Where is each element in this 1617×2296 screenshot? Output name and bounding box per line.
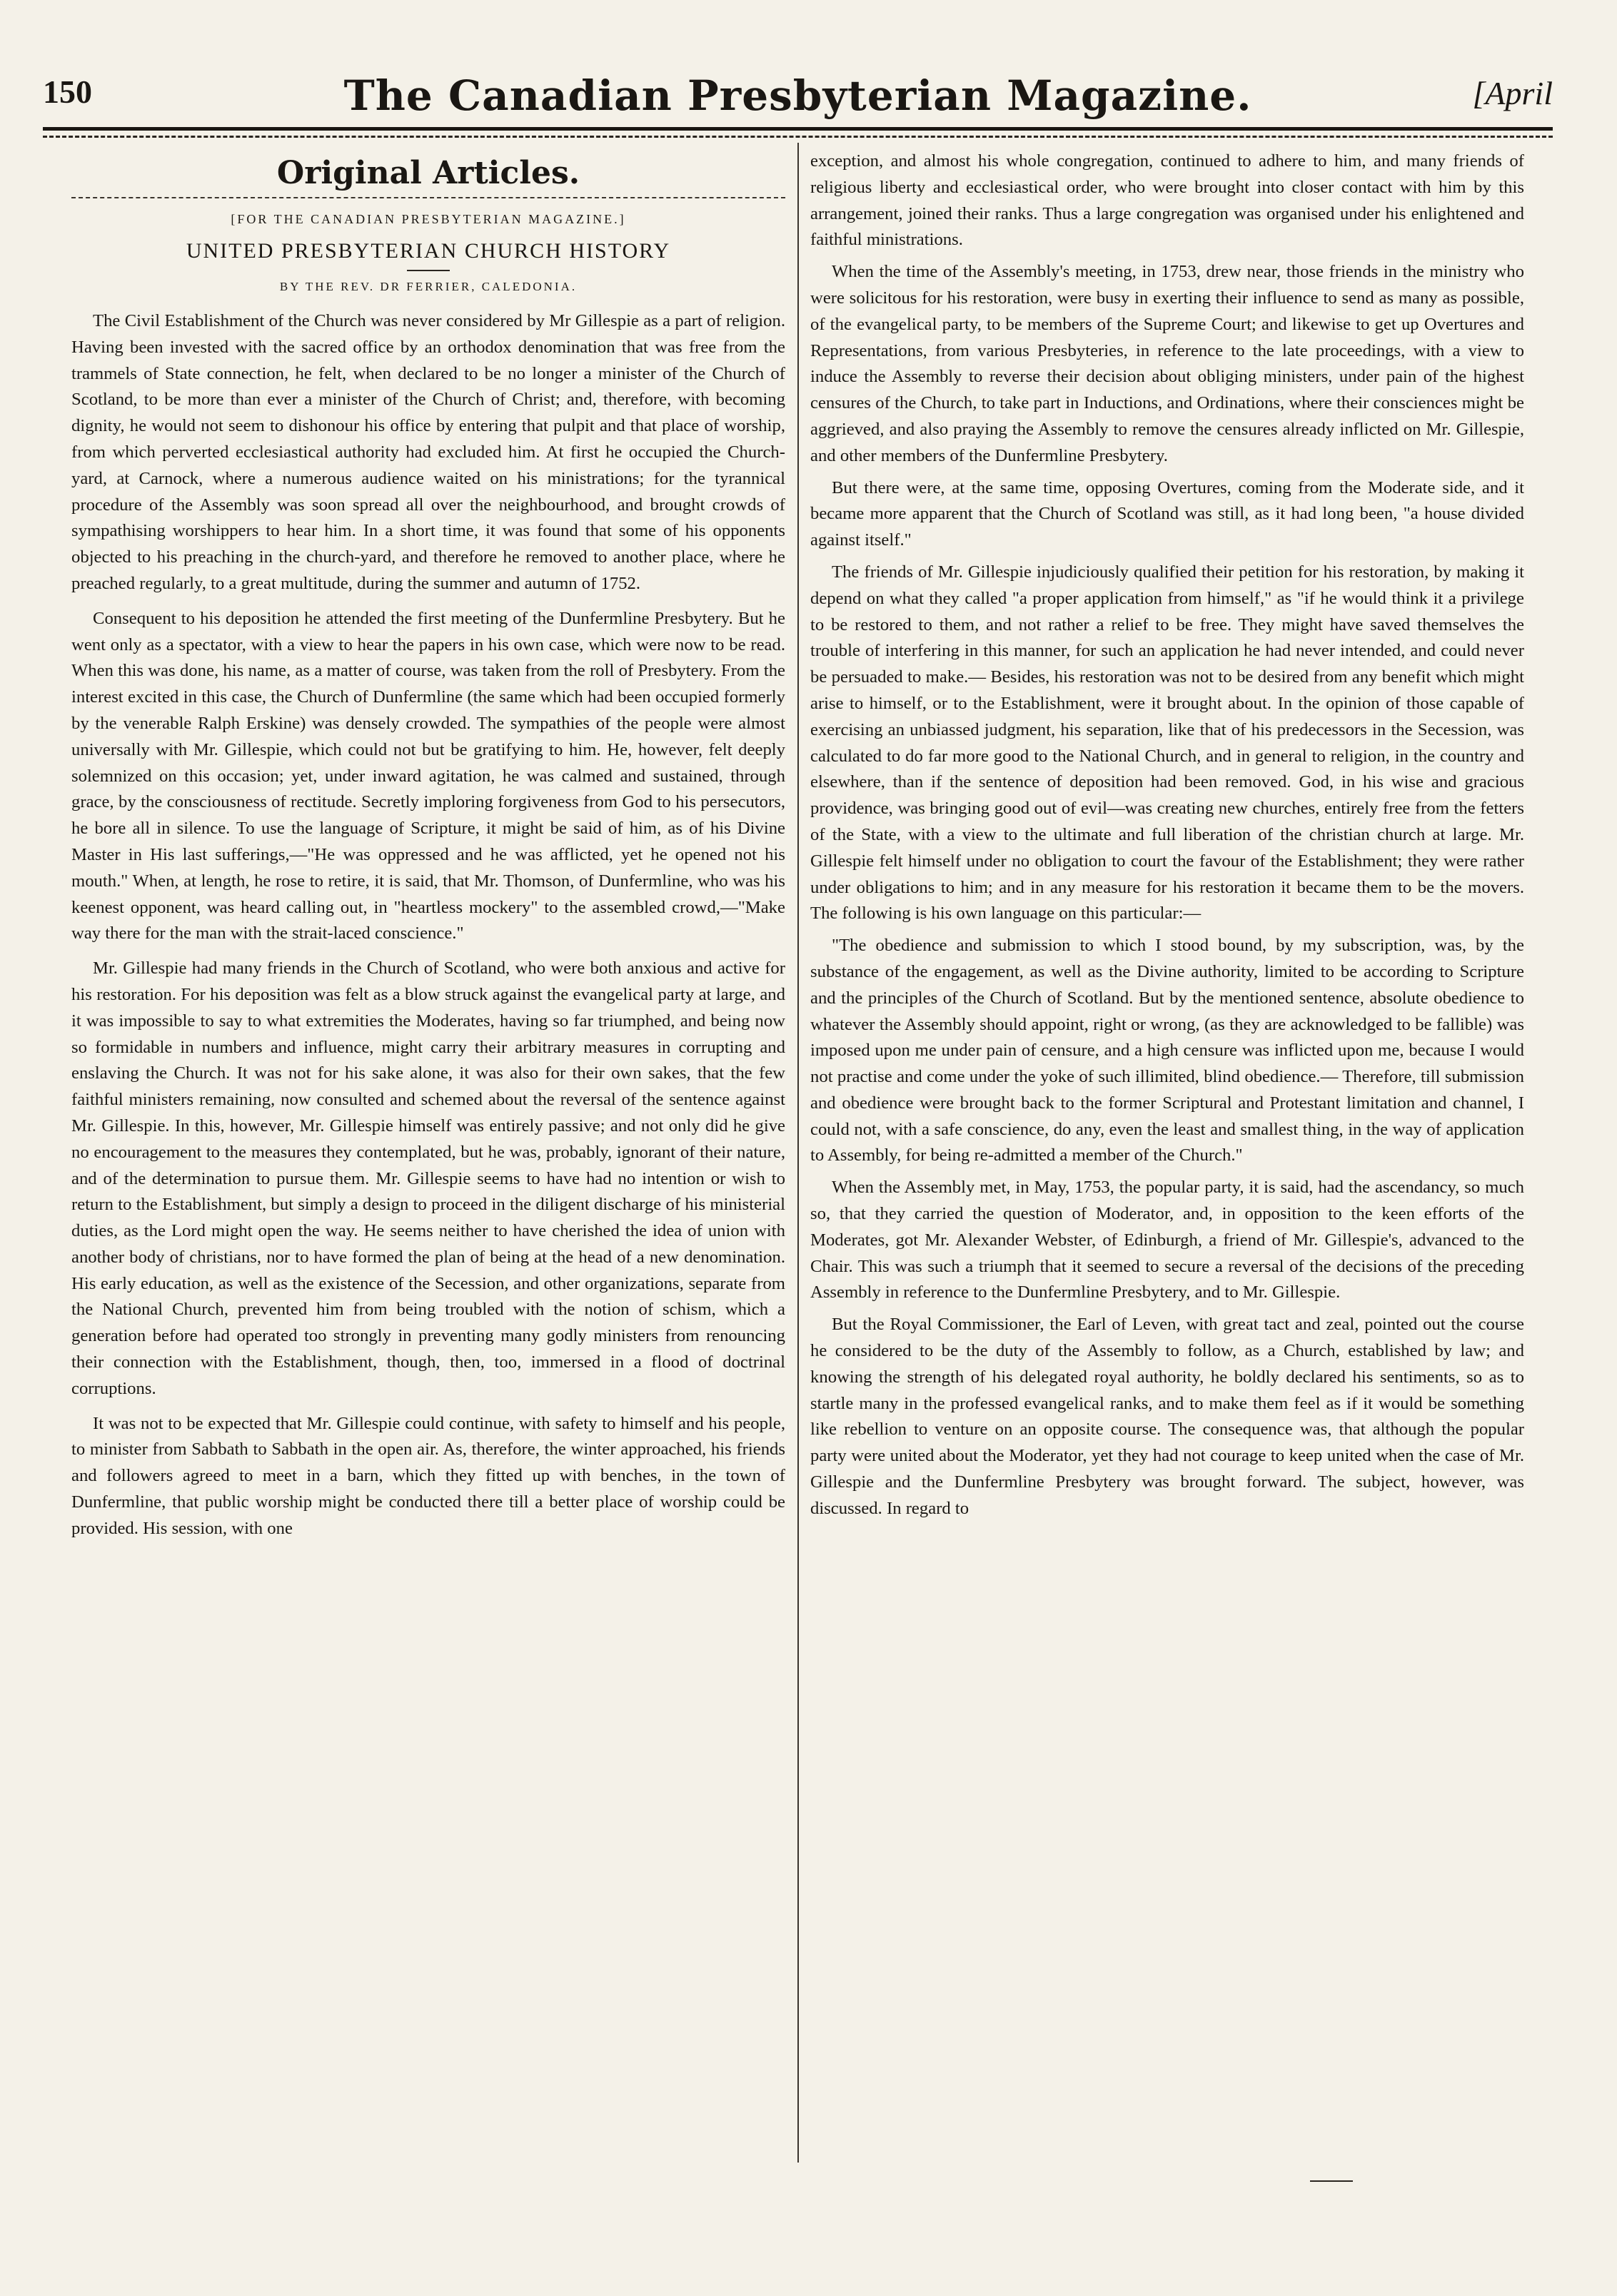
paragraph: But the Royal Commissioner, the Earl of Leven, with great tact and zeal, pointed out the course he considered to be the duty of the Assembly to follow, as a Church, established by law; and knowing the strength of his delegated royal authority, he boldly declared his sentiments, so as to startle many in the professed evangelical ranks, and to make them feel as if it would be something like rebellion to venture on an opposite course. The consequence was, that although the popular party were united about the Moderator, yet they had not courage to keep united when the case of Mr. Gillespie and the Dunfermline Presbytery was brought forward. The subject, however, was discussed. In regard to xyxy=(810,1315,1524,1518)
paragraph: Consequent to his deposition he attended the first meeting of the Dunfermline Presbytery. But he went only as a spectator, with a view to hear the papers in his own case, which were now to be read. When this was done, his name, as a matter of course, was taken from the roll of Presbytery. From the interest excited in this case, the Church of Dunfermline (the same which had been occupied formerly by the venerable Ralph Erskine) was densely crowded. The sympathies of the people were almost universally with Mr. Gillespie, which could not but be gratifying to him. He, however, felt deeply solemnized on this occasion; yet, under inward agitation, he was calmed and sustained, through grace, by the consciousness of rectitude. Secretly imploring forgiveness from God to his persecutors, he bore all in silence. To use the language of Scripture, it might be said of him, as of his Divine Master in His last sufferings,—"He was oppressed and he was afflicted, yet he opened not his mouth." When, at length, he rose to retire, it is said, that Mr. Thomson, of Dunfermline, who was his keenest opponent, was heard calling out, in "heartless mockery" to the assembled crowd,—"Make way there for the man with the strait-laced conscience." xyxy=(71,608,785,944)
journal-title: The Canadian Presbyterian Magazine. xyxy=(343,71,1252,120)
paragraph: It was not to be expected that Mr. Gillespie could continue, with safety to himself and his people, to minister from Sabbath to Sabbath in the open air. As, therefore, the winter approached, his friends and followers agreed to meet in a barn, which they fitted up with benches, in the town of Dunfermline, that public worship might be conducted there till a better place of worship could be provided. His session, with one xyxy=(71,1413,785,1538)
footer-rule xyxy=(1310,2180,1353,2182)
paragraph: When the Assembly met, in May, 1753, the popular party, it is said, had the ascendancy, so much so, that they carried the question of Moderator, and, in opposition to the keen efforts of the Moderates, got Mr. Alexander Webster, of Edinburgh, a friend of Mr. Gillespie's, advanced to the Chair. This was such a triumph that it seemed to secure a reversal of the decisions of the preceding Assembly in reference to the Dunfermline Presbytery, and to Mr. Gillespie. xyxy=(810,1178,1524,1303)
issue-month: [April xyxy=(1472,75,1553,111)
right-column xyxy=(810,148,1524,2161)
header-rule xyxy=(43,127,1553,131)
title-rule xyxy=(407,270,450,271)
for-line: [FOR THE CANADIAN PRESBYTERIAN MAGAZINE.] xyxy=(231,212,626,226)
paragraph: The friends of Mr. Gillespie injudiciously qualified their petition for his restoration, by making it depend on what they called "a proper application from himself," as "if he would think it a privilege to be restored to them, and not rather a relief to be free. They might have saved themselves the trouble of interfering in this manner, for such an application he had never intended, and could never be persuaded to make.— Besides, his restoration was not to be desired from any benefit which might arise to himself, or to the Establishment, were it brought about. In the opinion of those capable of exercising an unbiassed judgment, his separation, like that of his predecessors in the Secession, was calculated to do far more good to the National Church, and in general to religion, in the country and elsewhere, than if the sentence of deposition had been removed. God, in his wise and gracious providence, was bringing good out of evil—was creating new churches, entirely free from the fetters of the State, with a view to the ultimate and full liberation of the christian church at large. Mr. Gillespie felt himself under no obligation to court the favour of the Establishment; they were rather under obligations to him; and in any measure for his restoration it became them to be the movers. The following is his own language on this particular:— xyxy=(810,562,1524,924)
running-header xyxy=(43,71,1553,128)
quotation: "The obedience and submission to which I stood bound, by my subscription, was, by the substance of the engagement, as well as the Divine authority, limited to be according to Scripture and the principles of the Church of Scotland. But by the mentioned sentence, absolute obedience to whatever the Assembly should appoint, right or wrong, (as they are acknowledged to be fallible) was imposed upon me under pain of censure, and a high censure was inflicted upon me, because I would not practise and come under the yoke of such illimited, blind obedience.— Therefore, till submission and obedience were brought back to the former Scriptural and Protestant limitation and channel, I could not, with a safe conscience, do any, even the least and smallest thing, in the way of application to Assembly, for being re-admitted a member of the Church." xyxy=(810,936,1524,1165)
column-divider xyxy=(797,143,799,2163)
byline: BY THE REV. DR FERRIER, CALEDONIA. xyxy=(279,280,578,293)
paragraph: When the time of the Assembly's meeting, in 1753, drew near, those friends in the ministry who were solicitous for his restoration, were busy in exerting their influence to send as many as possible, of the evangelical party, to be members of the Supreme Court; and likewise to get up Overtures and Representations, from various Presbyteries, in reference to the late proceedings, with a view to induce the Assembly to reverse their decision about obliging ministers, under pain of the highest censures of the Church, to take part in Inductions, and Ordinations, where their consciences might be aggrieved, and also praying the Assembly to remove the censures already inflicted on Mr. Gillespie, and other members of the Dunfermline Presbytery. xyxy=(810,262,1524,465)
section-heading: Original Articles. xyxy=(276,155,580,191)
heading-rule xyxy=(71,197,785,198)
left-column xyxy=(71,148,785,2161)
paragraph: But there were, at the same time, opposing Overtures, coming from the Moderate side, and it became more apparent that the Church of Scotland was still, as it had long been, "a house divided against itself." xyxy=(810,477,1524,550)
paragraph: Mr. Gillespie had many friends in the Church of Scotland, who were both anxious and active for his restoration. For his deposition was felt as a blow struck against the evangelical party at large, and it was impossible to say to what extremities the Moderates, having so far triumphed, and being now so formidable in numbers and influence, might carry their arbitrary measures in corrupting and enslaving the Church. It was not for his sake alone, it was also for their own sakes, that the few faithful ministers remaining, now consulted and schemed about the reversal of the sentence against Mr. Gillespie. In this, however, Mr. Gillespie himself was entirely passive; and not only did he give no encouragement to the measures they contemplated, but he was, probably, ignorant of their nature, and of the determination to pursue them. Mr. Gillespie seems to have had no intention or wish to return to the Establishment, but simply a design to proceed in the diligent discharge of his ministerial duties, as the Lord might open the way. He seems neither to have cherished the idea of union with another body of christians, nor to have formed the plan of being at the head of a new denomination. His early education, as well as the existence of the Secession, and other organizations, separate from the National Church, prevented him from being troubled with the notion of schism, which a generation before had operated too strongly in preventing many godly ministers from renouncing their connection with the Establishment, though, then, too, immersed in a flood of doctrinal corruptions. xyxy=(71,959,785,1398)
header-rule-dashed xyxy=(43,136,1553,138)
page-number: 150 xyxy=(43,74,92,110)
paragraph: The Civil Establishment of the Church was never considered by Mr Gillespie as a part of religion. Having been invested with the sacred office by an orthodox denomination that was free from the trammels of State connection, he felt, when declared to be no longer a minister of the Church of Scotland, to be more than ever a minister of the Church of Christ; and, therefore, with becoming dignity, he would not seem to dishonour his office by entering that pulpit and that place of worship, from which perverted ecclesiastical authority had excluded him. At first he occupied the Church-yard, at Carnock, where a numerous audience waited on his ministrations; for the tyrannical procedure of the Assembly was soon spread all over the neighbourhood, and brought crowds of sympathising worshippers to hear him. In a short time, it was found that some of his opponents objected to his preaching in the church-yard, and therefore he removed to another place, where he preached regularly, to a great multitude, during the summer and autumn of 1752. xyxy=(71,311,785,593)
article-title: UNITED PRESBYTERIAN CHURCH HISTORY xyxy=(186,239,671,263)
paragraph: exception, and almost his whole congregation, continued to adhere to him, and many friends of religious liberty and ecclesiastical order, who were brought into closer contact with him by this arrangement, joined their ranks. Thus a large congregation was organised under his enlightened and faithful ministrations. xyxy=(810,151,1524,250)
